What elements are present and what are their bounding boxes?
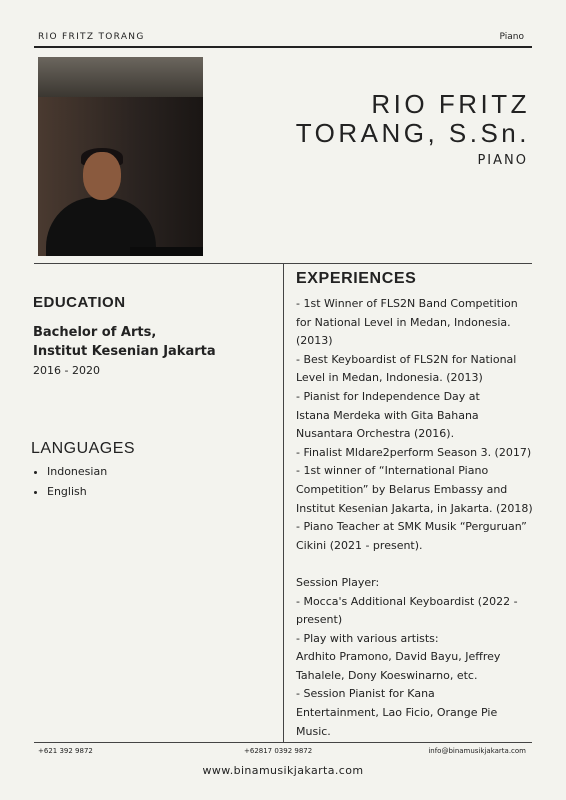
session-line: Tahalele, Dony Koeswinarno, etc. <box>296 668 478 682</box>
languages-list <box>31 462 107 502</box>
education-heading: EDUCATION <box>33 294 126 311</box>
language-item: • Indonesian <box>47 462 107 482</box>
experience-line: Competition” by Belarus Embassy and <box>296 482 508 496</box>
profile-role: PIANO <box>477 153 528 168</box>
spacer <box>296 555 546 574</box>
footer-phone-2: +62817 0392 9872 <box>244 747 313 755</box>
header-role: Piano <box>499 32 524 42</box>
footer-email: info@binamusikjakarta.com <box>428 747 526 755</box>
experience-line: for National Level in Medan, Indonesia. <box>296 315 511 329</box>
footer-phone-1: +621 392 9872 <box>38 747 93 755</box>
header-divider <box>34 46 532 48</box>
session-line: present) <box>296 613 343 627</box>
experience-line: Level in Medan, Indonesia. (2013) <box>296 371 483 385</box>
profile-photo <box>38 57 203 256</box>
session-line: Ardhito Pramono, David Bayu, Jeffrey <box>296 650 501 664</box>
profile-name-line1: RIO FRITZ <box>371 89 530 119</box>
experience-line: - Pianist for Independence Day at <box>296 389 480 403</box>
language-item: • English <box>47 482 107 502</box>
experience-line: Nusantara Orchestra (2016). <box>296 427 455 441</box>
experience-line: - Piano Teacher at SMK Musik “Perguruan” <box>296 520 527 534</box>
experiences-text <box>296 295 546 741</box>
experience-line: Cikini (2021 - present). <box>296 538 423 552</box>
session-line: - Mocca's Additional Keyboardist (2022 - <box>296 594 518 608</box>
session-line: - Session Pianist for Kana <box>296 687 435 701</box>
session-line: Session Player: <box>296 575 380 589</box>
session-line: - Play with various artists: <box>296 631 439 645</box>
experience-line: - 1st Winner of FLS2N Band Competition <box>296 297 518 310</box>
education-degree <box>33 323 273 361</box>
column-divider <box>283 264 284 742</box>
experience-line: - 1st winner of “International Piano <box>296 464 489 478</box>
experience-line: Institut Kesenian Jakarta, in Jakarta. (2018) <box>296 501 533 515</box>
experience-line: - Finalist Mldare2perform Season 3. (2017) <box>296 445 532 459</box>
experience-line: - Best Keyboardist of FLS2N for National <box>296 352 517 366</box>
session-line: Entertainment, Lao Ficio, Orange Pie <box>296 706 498 720</box>
profile-name <box>296 90 530 148</box>
languages-heading: LANGUAGES <box>31 440 136 457</box>
session-line: Music. <box>296 724 331 738</box>
footer-divider <box>34 742 532 743</box>
degree-line1: Bachelor of Arts, <box>33 325 157 340</box>
profile-name-line2: TORANG, S.Sn. <box>295 118 530 148</box>
footer-website: www.binamusikjakarta.com <box>202 764 364 777</box>
education-years: 2016 - 2020 <box>33 364 100 377</box>
experience-line: Istana Merdeka with Gita Bahana <box>296 408 479 422</box>
degree-line2: Institut Kesenian Jakarta <box>33 344 216 359</box>
experiences-heading: EXPERIENCES <box>296 270 417 287</box>
experience-line: (2013) <box>296 334 333 348</box>
header-name: RIO FRITZ TORANG <box>38 32 145 42</box>
